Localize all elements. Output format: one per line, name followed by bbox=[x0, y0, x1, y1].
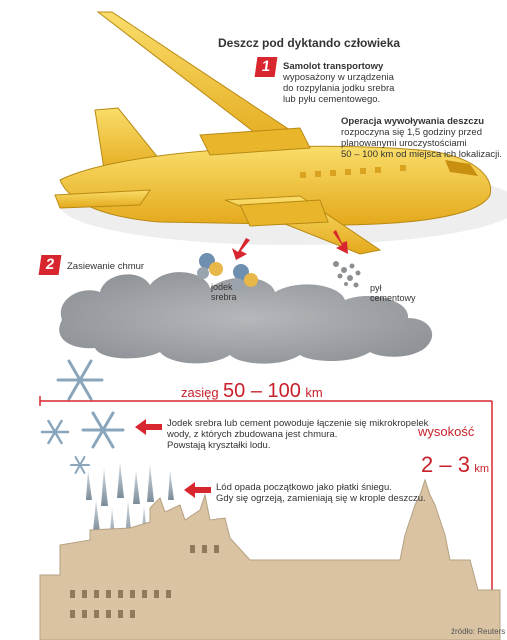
range-unit: km bbox=[305, 385, 323, 400]
height-unit: km bbox=[474, 463, 490, 475]
cement-dust-particles bbox=[333, 261, 361, 288]
silver-iodide-label-line: jodek bbox=[211, 282, 233, 292]
note-line: wody, z których zbudowana jest chmura. bbox=[167, 429, 338, 440]
height-value: 2 – 3 bbox=[421, 452, 470, 477]
operation-line: rozpoczyna się 1,5 godziny przed bbox=[341, 127, 482, 138]
note-line: Powstają kryształki lodu. bbox=[167, 440, 271, 451]
step-2-badge: 2 bbox=[39, 255, 62, 275]
range-value: 50 – 100 bbox=[223, 380, 301, 402]
snowflake-icons bbox=[42, 361, 123, 473]
operation-heading: Operacja wywoływania deszczu bbox=[341, 116, 485, 127]
source-credit: źródło: Reuters bbox=[451, 627, 506, 636]
note-ice-crystals bbox=[167, 418, 447, 451]
note-line: Lód opada początkowo jako płatki śniegu. bbox=[216, 482, 392, 493]
range-label bbox=[181, 380, 323, 403]
operation-line: 50 – 100 km od miejsca ich lokalizacji. bbox=[341, 149, 503, 160]
note1-arrow bbox=[135, 419, 162, 435]
step-1-heading: Samolot transportowy bbox=[283, 61, 384, 72]
height-label bbox=[421, 452, 489, 478]
note-line: Jodek srebra lub cement powoduje łączenie się mikrokropelek bbox=[167, 418, 429, 429]
note-snow-rain bbox=[216, 482, 456, 504]
cement-label-line: pył bbox=[370, 283, 382, 293]
step-1-text bbox=[283, 61, 483, 105]
note-line: Gdy się ogrzeją, zamieniają się w krople deszczu. bbox=[216, 493, 426, 504]
step-1-line: wyposażony w urządzenia bbox=[283, 72, 394, 83]
operation-line: planowanymi uroczystościami bbox=[341, 138, 467, 149]
height-prefix: wysokość bbox=[418, 424, 475, 439]
step-1-line: do rozpylania jodku srebra bbox=[283, 83, 395, 94]
note2-arrow bbox=[184, 482, 211, 498]
step-1-line: lub pyłu cementowego. bbox=[283, 94, 381, 105]
silver-iodide-label bbox=[211, 282, 237, 302]
page-title: Deszcz pod dyktando człowieka bbox=[218, 36, 401, 50]
cement-label bbox=[370, 283, 416, 303]
range-prefix: zasięg bbox=[181, 385, 219, 400]
cement-label-line: cementowy bbox=[370, 293, 416, 303]
step-2-heading: Zasiewanie chmur bbox=[67, 261, 145, 272]
operation-text bbox=[341, 116, 506, 160]
step-1-badge: 1 bbox=[255, 57, 278, 77]
silver-iodide-label-line: srebra bbox=[211, 292, 237, 302]
